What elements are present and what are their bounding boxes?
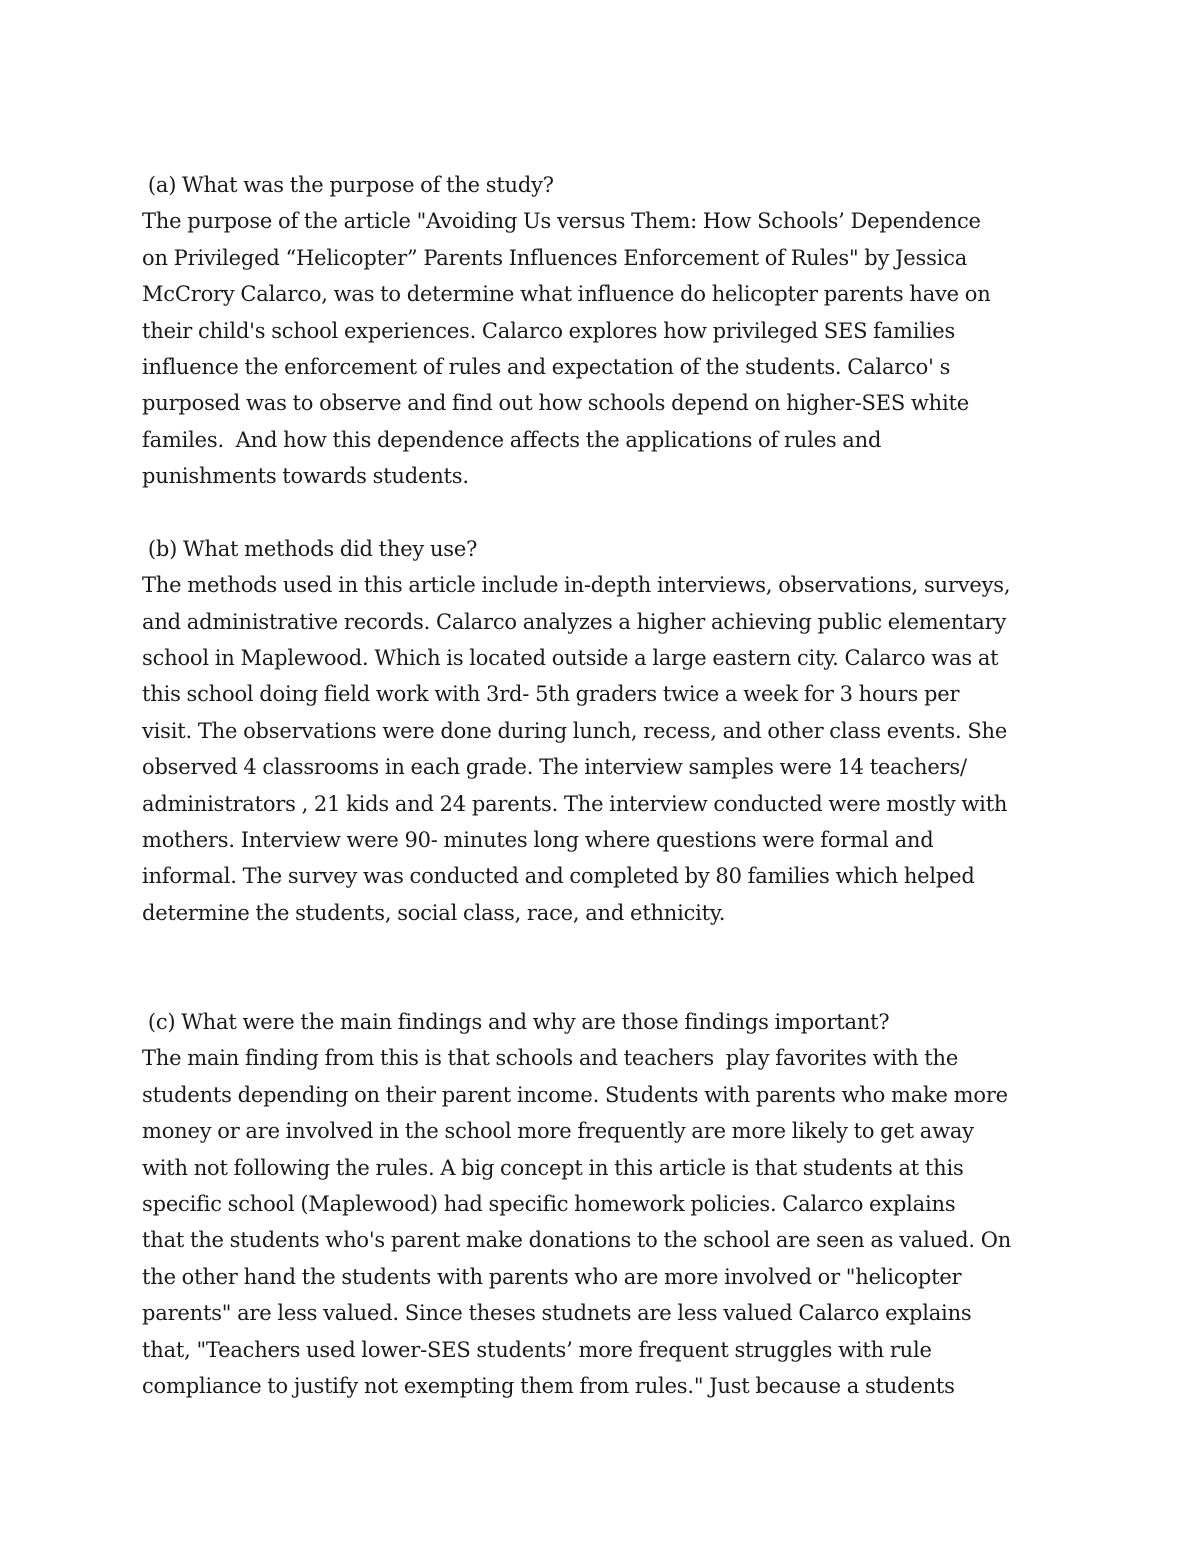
answer-c-line: that the students who's parent make donations to the school are seen as valued. On xyxy=(142,1228,1012,1253)
answer-c-line: students depending on their parent income. Students with parents who make more xyxy=(142,1082,1008,1107)
answer-a-line: punishments towards students. xyxy=(142,464,469,489)
answer-c-line: the other hand the students with parents who are more involved or "helicopter xyxy=(142,1264,962,1289)
answer-a-line: on Privileged “Helicopter” Parents Influences Enforcement of Rules" by Jessica xyxy=(142,245,968,270)
answer-c-line: that, "Teachers used lower-SES students’ more frequent struggles with rule xyxy=(142,1337,932,1362)
answer-b-line: observed 4 classrooms in each grade. The interview samples were 14 teachers/ xyxy=(142,755,967,780)
answer-c-line: compliance to justify not exempting them from rules." Just because a students xyxy=(142,1373,955,1398)
answer-b-line: mothers. Interview were 90- minutes long where questions were formal and xyxy=(142,828,934,853)
paragraph-spacer xyxy=(142,931,1102,1004)
answer-b-line: school in Maplewood. Which is located outside a large eastern city. Calarco was at xyxy=(142,646,999,671)
answer-a-line: their child's school experiences. Calarco explores how privileged SES families xyxy=(142,318,956,343)
answer-c-line: specific school (Maplewood) had specific homework policies. Calarco explains xyxy=(142,1191,956,1216)
answer-c-line: money or are involved in the school more frequently are more likely to get away xyxy=(142,1119,974,1144)
answer-b-line: and administrative records. Calarco analyzes a higher achieving public elementary xyxy=(142,609,1007,634)
question-b: (b) What methods did they use? xyxy=(142,536,478,561)
answer-a-line: purposed was to observe and find out how schools depend on higher-SES white xyxy=(142,391,969,416)
question-c: (c) What were the main findings and why are those findings important? xyxy=(142,1010,890,1034)
question-a: (a) What was the purpose of the study? xyxy=(142,173,554,197)
answer-c-line: with not following the rules. A big concept in this article is that students at this xyxy=(142,1155,964,1180)
answer-a-line: influence the enforcement of rules and expectation of the students. Calarco' s xyxy=(142,354,951,379)
answer-c-line: The main finding from this is that schools and teachers play favorites with the xyxy=(142,1046,959,1071)
answer-b-line: informal. The survey was conducted and completed by 80 families which helped xyxy=(142,864,975,889)
answer-b-line: The methods used in this article include in-depth interviews, observations, surveys, xyxy=(142,573,1011,598)
document-body xyxy=(142,167,1102,1404)
answer-c-line: parents" are less valued. Since theses studnets are less valued Calarco explains xyxy=(142,1301,972,1326)
answer-a-line: The purpose of the article "Avoiding Us versus Them: How Schools’ Dependence xyxy=(142,209,981,234)
answer-b-line: determine the students, social class, race, and ethnicity. xyxy=(142,900,726,925)
answer-b-line: visit. The observations were done during lunch, recess, and other class events. She xyxy=(142,718,1008,743)
answer-b-line: administrators , 21 kids and 24 parents. The interview conducted were mostly with xyxy=(142,791,1008,816)
paragraph-spacer xyxy=(142,495,1102,531)
answer-a-line: McCrory Calarco, was to determine what influence do helicopter parents have on xyxy=(142,282,991,307)
answer-a-line: familes. And how this dependence affects the applications of rules and xyxy=(142,427,882,452)
answer-b-line: this school doing field work with 3rd- 5th graders twice a week for 3 hours per xyxy=(142,682,960,707)
